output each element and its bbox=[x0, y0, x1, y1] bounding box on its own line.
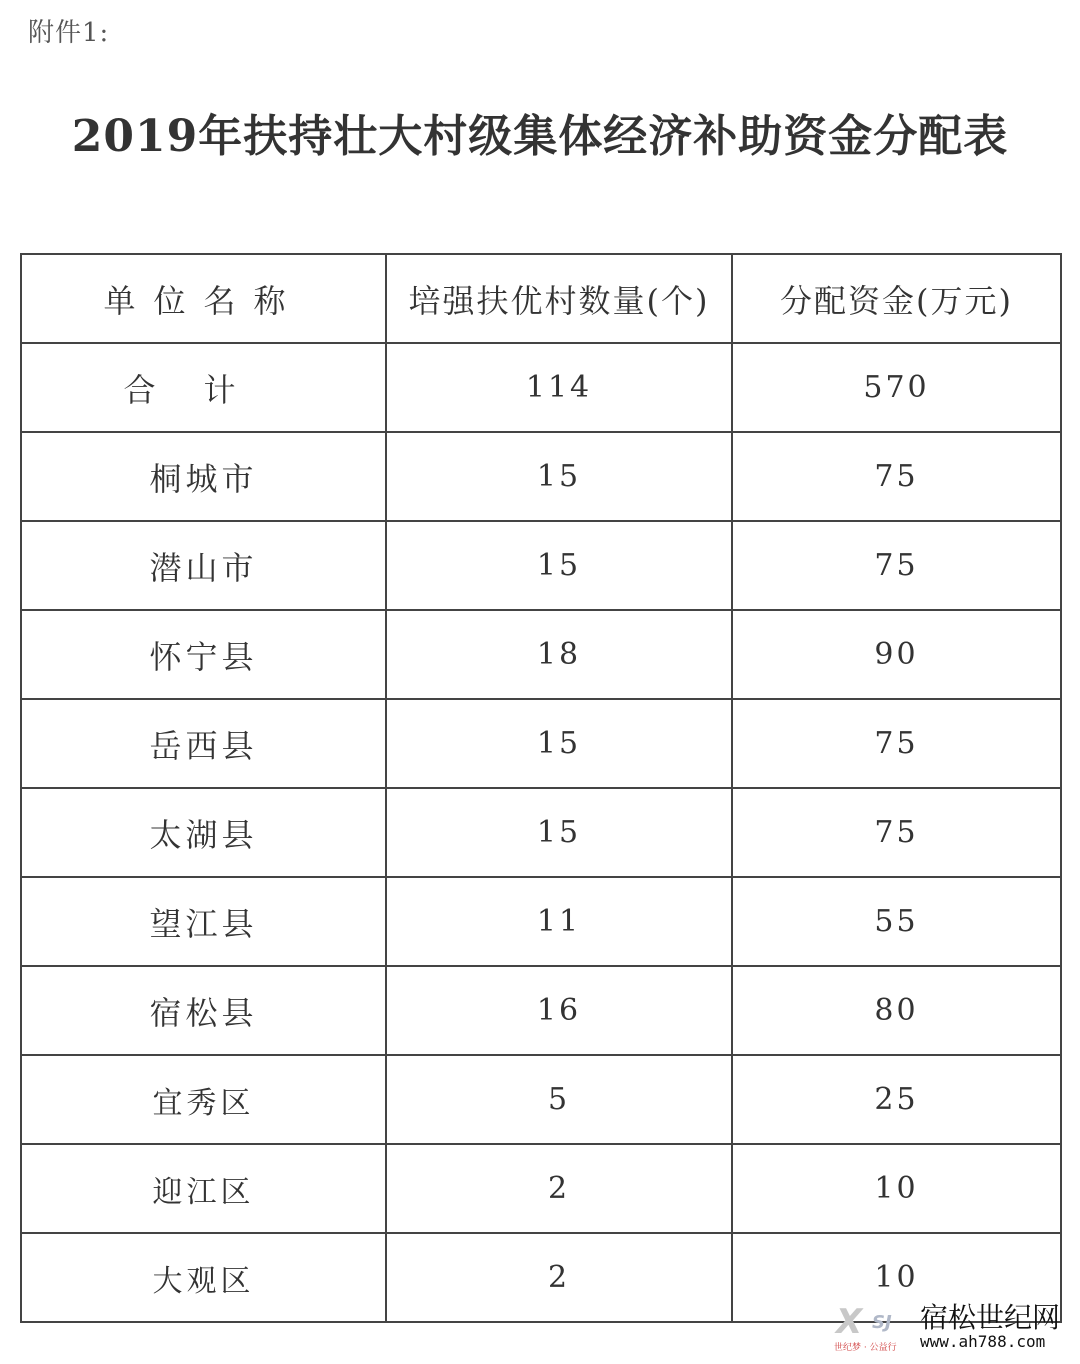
village-count-cell: 5 bbox=[386, 1055, 732, 1144]
village-count-cell: 16 bbox=[386, 966, 732, 1055]
watermark-site-name: 宿松世纪网 bbox=[920, 1301, 1061, 1334]
funds-cell: 75 bbox=[732, 521, 1061, 610]
funds-cell: 10 bbox=[732, 1144, 1061, 1233]
unit-name-cell: 迎江区 bbox=[21, 1144, 386, 1233]
funds-cell: 75 bbox=[732, 432, 1061, 521]
table-row bbox=[21, 521, 1061, 610]
watermark-site-url: www.ah788.com bbox=[920, 1332, 1046, 1351]
village-count-cell: 2 bbox=[386, 1233, 732, 1322]
village-count-cell: 15 bbox=[386, 432, 732, 521]
unit-name-cell: 桐城市 bbox=[21, 432, 386, 521]
header-allocated-funds: 分配资金(万元) bbox=[732, 254, 1061, 343]
funds-cell: 75 bbox=[732, 788, 1061, 877]
unit-name-cell: 宜秀区 bbox=[21, 1055, 386, 1144]
site-logo bbox=[832, 1296, 917, 1356]
table-header-row bbox=[21, 254, 1061, 343]
village-count-cell: 114 bbox=[386, 343, 732, 432]
unit-name-cell: 潜山市 bbox=[21, 521, 386, 610]
logo-sj-mark: SJ bbox=[872, 1312, 892, 1333]
header-village-count: 培强扶优村数量(个) bbox=[386, 254, 732, 343]
table-row bbox=[21, 1144, 1061, 1233]
funds-cell: 570 bbox=[732, 343, 1061, 432]
attachment-label: 附件1: bbox=[28, 18, 110, 48]
village-count-cell: 15 bbox=[386, 788, 732, 877]
village-count-cell: 18 bbox=[386, 610, 732, 699]
funds-cell: 80 bbox=[732, 966, 1061, 1055]
unit-name-cell: 宿松县 bbox=[21, 966, 386, 1055]
logo-caption: 世纪梦 · 公益行 bbox=[834, 1343, 897, 1353]
village-count-cell: 11 bbox=[386, 877, 732, 966]
unit-name-cell: 望江县 bbox=[21, 877, 386, 966]
village-count-cell: 15 bbox=[386, 521, 732, 610]
table-row bbox=[21, 699, 1061, 788]
site-watermark bbox=[832, 1296, 1072, 1356]
allocation-table bbox=[20, 253, 1062, 1323]
table-row bbox=[21, 877, 1061, 966]
header-unit-name: 单位名称 bbox=[21, 254, 386, 343]
funds-cell: 90 bbox=[732, 610, 1061, 699]
village-count-cell: 15 bbox=[386, 699, 732, 788]
unit-name-cell: 合计 bbox=[21, 343, 386, 432]
funds-cell: 55 bbox=[732, 877, 1061, 966]
table-row bbox=[21, 966, 1061, 1055]
funds-cell: 75 bbox=[732, 699, 1061, 788]
table-row bbox=[21, 788, 1061, 877]
table-row bbox=[21, 610, 1061, 699]
unit-name-cell: 大观区 bbox=[21, 1233, 386, 1322]
table-row-total bbox=[21, 343, 1061, 432]
unit-name-cell: 岳西县 bbox=[21, 699, 386, 788]
logo-x-mark: X bbox=[836, 1302, 863, 1342]
unit-name-cell: 太湖县 bbox=[21, 788, 386, 877]
funds-cell: 25 bbox=[732, 1055, 1061, 1144]
village-count-cell: 2 bbox=[386, 1144, 732, 1233]
funds-cell: 10 bbox=[732, 1233, 1061, 1322]
table-row bbox=[21, 1055, 1061, 1144]
document-title: 2019年扶持壮大村级集体经济补助资金分配表 bbox=[71, 111, 1009, 162]
unit-name-cell: 怀宁县 bbox=[21, 610, 386, 699]
table-row bbox=[21, 432, 1061, 521]
